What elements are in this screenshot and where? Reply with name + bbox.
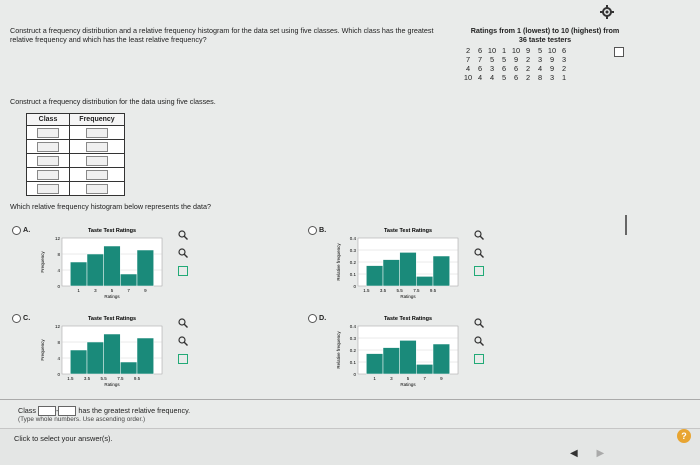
option-a[interactable] bbox=[12, 224, 202, 308]
y-tick-label: 0.4 bbox=[349, 324, 356, 329]
histogram-bar bbox=[137, 250, 154, 286]
rating-cell: 4 bbox=[489, 73, 495, 82]
zoom-in-icon[interactable] bbox=[474, 318, 484, 328]
y-tick-label: 4 bbox=[57, 356, 60, 361]
option-letter: A. bbox=[23, 225, 31, 234]
rating-cell: 3 bbox=[561, 55, 567, 64]
y-tick-label: 0.2 bbox=[349, 348, 356, 353]
chart-title: Taste Test Ratings bbox=[87, 228, 137, 234]
rating-cell: 9 bbox=[513, 55, 519, 64]
frequency-input[interactable] bbox=[86, 142, 108, 152]
y-tick-label: 12 bbox=[54, 236, 60, 241]
histogram-bar bbox=[87, 342, 104, 374]
option-radio[interactable] bbox=[12, 226, 21, 235]
prev-arrow-icon[interactable]: ◀ bbox=[570, 448, 578, 459]
x-tick-label: 1.5 bbox=[363, 288, 370, 293]
x-axis-label: Ratings bbox=[400, 382, 416, 387]
frequency-table bbox=[26, 113, 125, 196]
histogram-bar bbox=[70, 350, 87, 374]
answer-line bbox=[18, 406, 190, 416]
answer-prefix: Class bbox=[18, 406, 36, 415]
rating-cell: 6 bbox=[477, 46, 483, 55]
frequency-input[interactable] bbox=[86, 156, 108, 166]
y-tick-label: 0 bbox=[353, 284, 356, 289]
y-tick-label: 8 bbox=[57, 252, 60, 257]
y-tick-label: 8 bbox=[57, 340, 60, 345]
rating-cell: 10 bbox=[511, 46, 521, 55]
chart-title: Taste Test Ratings bbox=[383, 228, 433, 234]
histogram-chart bbox=[320, 312, 470, 396]
rating-cell: 7 bbox=[465, 55, 471, 64]
rating-cell: 5 bbox=[537, 46, 543, 55]
x-tick-label: 7.5 bbox=[413, 288, 420, 293]
expand-icon[interactable] bbox=[178, 266, 188, 276]
table-row bbox=[27, 182, 125, 196]
x-axis-label: Ratings bbox=[104, 294, 120, 299]
histogram-bar bbox=[87, 254, 104, 286]
rating-cell: 5 bbox=[501, 55, 507, 64]
histogram-bar bbox=[400, 252, 417, 286]
histogram-bar bbox=[433, 344, 450, 374]
y-tick-label: 0 bbox=[57, 372, 60, 377]
histogram-bar bbox=[433, 256, 450, 286]
rating-cell: 5 bbox=[501, 73, 507, 82]
zoom-out-icon[interactable] bbox=[178, 336, 188, 346]
y-tick-label: 0 bbox=[353, 372, 356, 377]
x-tick-label: 9 bbox=[144, 288, 147, 293]
freq-prompt: Construct a frequency distribution for the data using five classes. bbox=[10, 97, 216, 106]
y-axis-label: Frequency bbox=[40, 251, 45, 273]
click-instruction: Click to select your answer(s). bbox=[14, 434, 113, 443]
rating-cell: 3 bbox=[549, 73, 555, 82]
rating-cell: 9 bbox=[549, 64, 555, 73]
table-row bbox=[27, 140, 125, 154]
ratings-title: Ratings from 1 (lowest) to 10 (highest) from 36 taste testers bbox=[470, 26, 620, 44]
option-letter: D. bbox=[319, 313, 327, 322]
histogram-bar bbox=[416, 364, 433, 374]
x-tick-label: 7.5 bbox=[117, 376, 124, 381]
x-axis-label: Ratings bbox=[104, 382, 120, 387]
histogram-bar bbox=[400, 340, 417, 374]
y-tick-label: 0.1 bbox=[349, 272, 356, 277]
rating-cell: 4 bbox=[465, 64, 471, 73]
rating-cell: 1 bbox=[501, 46, 507, 55]
class-input[interactable] bbox=[37, 142, 59, 152]
zoom-out-icon[interactable] bbox=[474, 336, 484, 346]
class-input[interactable] bbox=[37, 128, 59, 138]
divider bbox=[0, 399, 700, 400]
option-letter: B. bbox=[319, 225, 327, 234]
table-row bbox=[27, 154, 125, 168]
frequency-input[interactable] bbox=[86, 128, 108, 138]
y-tick-label: 0.1 bbox=[349, 360, 356, 365]
dash: - bbox=[55, 406, 59, 415]
zoom-in-icon[interactable] bbox=[474, 230, 484, 240]
y-axis-label: Frequency bbox=[40, 339, 45, 361]
x-tick-label: 1 bbox=[77, 288, 80, 293]
option-b[interactable] bbox=[308, 224, 498, 308]
rating-cell: 4 bbox=[537, 64, 543, 73]
rating-cell: 2 bbox=[561, 64, 567, 73]
x-tick-label: 1 bbox=[373, 376, 376, 381]
option-c[interactable] bbox=[12, 312, 202, 396]
rating-cell: 7 bbox=[477, 55, 483, 64]
class-input[interactable] bbox=[37, 184, 59, 194]
rating-cell: 6 bbox=[513, 73, 519, 82]
rating-cell: 9 bbox=[525, 46, 531, 55]
x-tick-label: 5.5 bbox=[100, 376, 107, 381]
x-tick-label: 5 bbox=[110, 288, 114, 293]
y-tick-label: 0.3 bbox=[349, 336, 356, 341]
zoom-in-icon[interactable] bbox=[178, 318, 188, 328]
expand-icon[interactable] bbox=[474, 354, 484, 364]
rating-cell: 10 bbox=[547, 46, 557, 55]
x-tick-label: 5.5 bbox=[396, 288, 403, 293]
x-tick-label: 9 bbox=[440, 376, 443, 381]
histogram-bar bbox=[383, 348, 400, 374]
y-tick-label: 4 bbox=[57, 268, 60, 273]
rating-cell: 10 bbox=[487, 46, 497, 55]
x-tick-label: 7 bbox=[127, 288, 130, 293]
histogram-bar bbox=[104, 246, 121, 286]
histogram-bar bbox=[120, 274, 137, 286]
histogram-bar bbox=[416, 276, 433, 286]
histogram-prompt: Which relative frequency histogram below represents the data? bbox=[10, 202, 211, 211]
copy-data-icon[interactable] bbox=[614, 47, 624, 57]
question-text: Construct a frequency distribution and a relative frequency histogram for the data set using five classes. Which class has the greatest relative frequency and which has the least relative frequency? bbox=[10, 26, 434, 44]
rating-cell: 6 bbox=[501, 64, 507, 73]
y-axis-label: Relative frequency bbox=[336, 243, 341, 281]
class-lower-input[interactable] bbox=[38, 406, 59, 416]
option-radio[interactable] bbox=[308, 314, 317, 323]
col-class-header: Class bbox=[27, 114, 70, 126]
class-input[interactable] bbox=[37, 156, 59, 166]
rating-cell: 3 bbox=[489, 64, 495, 73]
rating-cell: 6 bbox=[477, 64, 483, 73]
rating-cell: 8 bbox=[537, 73, 543, 82]
rating-cell: 1 bbox=[561, 73, 567, 82]
x-tick-label: 9.5 bbox=[429, 288, 437, 293]
rating-cell: 6 bbox=[513, 64, 519, 73]
histogram-bar bbox=[366, 354, 383, 374]
x-tick-label: 5 bbox=[406, 376, 410, 381]
rating-cell: 9 bbox=[549, 55, 555, 64]
histogram-bar bbox=[104, 334, 121, 374]
zoom-in-icon[interactable] bbox=[178, 230, 188, 240]
rating-cell: 2 bbox=[525, 55, 531, 64]
rating-cell: 5 bbox=[489, 55, 495, 64]
expand-icon[interactable] bbox=[178, 354, 188, 364]
histogram-chart bbox=[24, 224, 174, 308]
x-tick-label: 3.5 bbox=[83, 376, 91, 381]
rating-cell: 2 bbox=[525, 64, 531, 73]
y-tick-label: 0.2 bbox=[349, 260, 356, 265]
option-radio[interactable] bbox=[308, 226, 317, 235]
help-button[interactable]: ? bbox=[677, 429, 691, 443]
rating-cell: 3 bbox=[537, 55, 543, 64]
frequency-input[interactable] bbox=[86, 170, 108, 180]
histogram-chart bbox=[24, 312, 174, 396]
option-d[interactable] bbox=[308, 312, 498, 396]
x-tick-label: 3 bbox=[94, 288, 97, 293]
next-arrow-icon[interactable]: ▶ bbox=[596, 448, 605, 459]
histogram-chart bbox=[320, 224, 470, 308]
x-axis-label: Ratings bbox=[400, 294, 416, 299]
x-tick-label: 1.5 bbox=[67, 376, 74, 381]
x-tick-label: 9.5 bbox=[133, 376, 141, 381]
chart-title: Taste Test Ratings bbox=[87, 316, 137, 322]
rating-cell: 10 bbox=[463, 73, 473, 82]
expand-icon[interactable] bbox=[474, 266, 484, 276]
nav-arrows bbox=[570, 448, 604, 459]
histogram-bar bbox=[383, 260, 400, 286]
histogram-bar bbox=[366, 266, 383, 286]
histogram-bar bbox=[137, 338, 154, 374]
y-tick-label: 0.4 bbox=[349, 236, 356, 241]
scroll-marker bbox=[625, 215, 627, 235]
table-row bbox=[27, 168, 125, 182]
class-input[interactable] bbox=[37, 170, 59, 180]
chart-title: Taste Test Ratings bbox=[383, 316, 433, 322]
rating-cell: 6 bbox=[561, 46, 567, 55]
y-tick-label: 12 bbox=[54, 324, 60, 329]
y-tick-label: 0 bbox=[57, 284, 60, 289]
answer-hint: (Type whole numbers. Use ascending order.) bbox=[18, 416, 146, 423]
zoom-out-icon[interactable] bbox=[178, 248, 188, 258]
gear-icon[interactable] bbox=[600, 5, 614, 19]
answer-suffix: has the greatest relative frequency. bbox=[78, 406, 191, 415]
rating-cell: 2 bbox=[465, 46, 471, 55]
table-row bbox=[27, 126, 125, 140]
histogram-bar bbox=[70, 262, 87, 286]
x-tick-label: 7 bbox=[423, 376, 426, 381]
histogram-bar bbox=[120, 362, 137, 374]
class-upper-input[interactable] bbox=[55, 406, 76, 416]
x-tick-label: 3 bbox=[390, 376, 393, 381]
y-axis-label: Relative frequency bbox=[336, 331, 341, 369]
ratings-grid bbox=[462, 46, 570, 82]
frequency-input[interactable] bbox=[86, 184, 108, 194]
option-radio[interactable] bbox=[12, 314, 21, 323]
col-frequency-header: Frequency bbox=[70, 114, 125, 126]
zoom-out-icon[interactable] bbox=[474, 248, 484, 258]
rating-cell: 2 bbox=[525, 73, 531, 82]
rating-cell: 4 bbox=[477, 73, 483, 82]
option-letter: C. bbox=[23, 313, 31, 322]
x-tick-label: 3.5 bbox=[379, 288, 387, 293]
y-tick-label: 0.3 bbox=[349, 248, 356, 253]
